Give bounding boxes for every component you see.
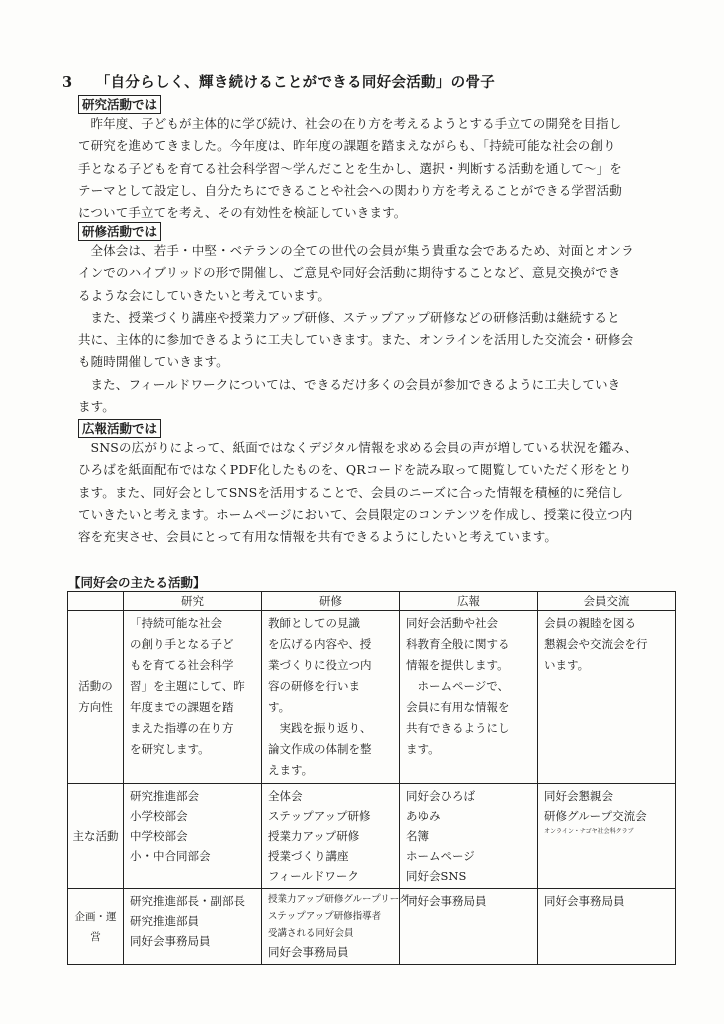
- activities-table: [67, 591, 676, 965]
- pr-line: ます。また、同好会としてSNSを活用することで、会員のニーズに合った情報を積極的に発信し: [78, 484, 624, 500]
- section-title: 「自分らしく、輝き続けることができる同好会活動」の骨子: [95, 74, 496, 91]
- header-cell: [68, 592, 124, 611]
- research-line: 手となる子どもを育てる社会科学習～学んだことを生かし、選択・判断する活動を通して～」を: [78, 160, 622, 176]
- training-line: 全体会は、若手・中堅・ベテランの全ての世代の会員が集う貴重な会であるため、対面とオンラ: [90, 243, 634, 258]
- table-row-main-activities: [68, 784, 676, 889]
- cell-text: 同好会活動や社会: [406, 616, 498, 630]
- cell-text: 同好会事務局員: [406, 894, 487, 908]
- cell-text: オンライン・ナゴヤ社会科クラブ: [544, 828, 634, 835]
- cell-text: あゆみ: [406, 809, 441, 823]
- research-line: 昨年度、子どもが主体的に学び続け、社会の在り方を考えるようとする手立ての開発を目指し: [90, 116, 622, 131]
- training-line: も随時開催していきます。: [78, 354, 229, 370]
- cell-text: を研究します。: [130, 742, 210, 756]
- cell-text: 同好会ひろば: [406, 789, 475, 803]
- header-cell: 研修: [262, 592, 400, 611]
- cell-text: 懇親会や交流会を行: [544, 637, 648, 651]
- plan-cell-pr: [400, 889, 538, 965]
- research-paragraph: [78, 113, 674, 224]
- cell-text: 実践を振り返り、: [268, 721, 372, 735]
- cell-text: 習」を主題にして、昨: [130, 679, 245, 693]
- research-line: て研究を進めてきました。今年度は、昨年度の課題を踏まえながらも、「持続可能な社会の創り: [78, 138, 616, 154]
- cell-text: 共有できるようにし: [406, 721, 510, 735]
- row-header-planning: 企画・運営: [68, 889, 124, 965]
- cell-text: 情報を提供します。: [406, 658, 509, 672]
- training-line: ます。: [78, 399, 115, 415]
- section-heading: [62, 71, 495, 92]
- main-cell-exchange: [538, 784, 676, 889]
- cell-text: す。: [268, 700, 291, 714]
- plan-cell-research: [124, 889, 262, 965]
- cell-text: 会員に有用な情報を: [406, 700, 510, 714]
- cell-text: 小学校部会: [130, 809, 188, 823]
- cell-text: 全体会: [268, 789, 303, 803]
- cell-text: 研究推進部会: [130, 789, 199, 803]
- cell-text: 業づくりに役立つ内: [268, 658, 372, 672]
- cell-text: 研究推進部員: [130, 914, 199, 928]
- cell-text: 授業づくり講座: [268, 849, 349, 863]
- direction-cell-research: [124, 611, 262, 784]
- pr-line: SNSの広がりによって、紙面ではなくデジタル情報を求める会員の声が増している状況を鑑み、: [90, 440, 638, 455]
- cell-text: 小・中合同部会: [130, 849, 211, 863]
- header-cell: 会員交流: [538, 592, 676, 611]
- cell-text: 「持続可能な社会: [130, 616, 222, 630]
- cell-text: 受講される同好会員: [268, 928, 354, 939]
- cell-text: 教師としての見識: [268, 616, 360, 630]
- plan-cell-training: [262, 889, 419, 965]
- cell-text: 同好会事務局員: [268, 945, 349, 959]
- section-number: 3: [62, 74, 73, 91]
- training-line: また、フィールドワークについては、できるだけ多くの会員が参加できるように工夫していき: [90, 376, 621, 392]
- cell-text: ステップアップ研修指導者: [268, 911, 382, 922]
- cell-text: います。: [544, 658, 590, 672]
- training-label: 研修活動では: [78, 222, 161, 241]
- training-line: るような会にしていきたいと考えています。: [78, 287, 331, 303]
- pr-line: 容を充実させ、会員にとって有用な情報を共有できるようにしたいと考えています。: [78, 529, 558, 545]
- direction-cell-exchange: [538, 611, 676, 784]
- main-cell-research: [124, 784, 262, 889]
- header-cell: 広報: [400, 592, 538, 611]
- pr-line: ていきたいと考えます。ホームページにおいて、会員限定のコンテンツを作成し、授業に役立つ内: [78, 506, 633, 522]
- main-cell-training: [262, 784, 400, 889]
- cell-text: 年度までの課題を踏: [130, 700, 234, 714]
- cell-text: 方向性: [78, 700, 113, 714]
- cell-text: 科教育全般に関する: [406, 637, 510, 651]
- cell-text: ステップアップ研修: [268, 809, 371, 823]
- cell-text: 研修グループ交流会: [544, 809, 647, 823]
- research-line: について手立てを考え、その有効性を検証していきます。: [78, 205, 407, 221]
- direction-cell-pr: [400, 611, 538, 784]
- cell-text: 授業力アップ研修グループリーダー: [268, 894, 419, 905]
- cell-text: 容の研修を行いま: [268, 679, 360, 693]
- direction-cell-training: [262, 611, 400, 784]
- cell-text: を広げる内容や、授: [268, 637, 372, 651]
- table-title: 【同好会の主たる活動】: [68, 575, 206, 590]
- cell-text: 同好会懇親会: [544, 789, 613, 803]
- pr-label: 広報活動では: [78, 419, 161, 438]
- cell-text: 同好会事務局員: [130, 934, 211, 948]
- training-line: インでのハイブリッドの形で開催し、ご意見や同好会活動に期待することなど、意見交換ができ: [78, 265, 621, 281]
- training-line: 共に、主体的に参加できるように工夫していきます。また、オンラインを活用した交流会・研修会: [78, 332, 634, 348]
- cell-text: 研究推進部長・副部長: [130, 894, 245, 908]
- plan-cell-exchange: [538, 889, 676, 965]
- table-row-direction: [68, 611, 676, 784]
- cell-text: フィールドワーク: [268, 869, 359, 883]
- cell-text: 同好会事務局員: [544, 894, 625, 908]
- table-row-planning: [68, 889, 676, 965]
- research-label: 研究活動では: [78, 95, 161, 114]
- main-cell-pr: [400, 784, 538, 889]
- cell-text: ます。: [406, 742, 440, 756]
- training-line: また、授業づくり講座や授業力アップ研修、ステップアップ研修などの研修活動は継続すると: [90, 309, 620, 325]
- cell-text: もを育てる社会科学: [130, 658, 234, 672]
- cell-text: まえた指導の在り方: [130, 721, 234, 735]
- pr-paragraph: [78, 437, 674, 548]
- row-header-direction: [68, 611, 124, 784]
- cell-text: 会員の親睦を図る: [544, 616, 636, 630]
- cell-text: 同好会SNS: [406, 869, 467, 883]
- cell-text: 名簿: [406, 829, 429, 843]
- cell-text: 授業力アップ研修: [268, 829, 360, 843]
- cell-text: 中学校部会: [130, 829, 188, 843]
- cell-text: 活動の: [78, 679, 113, 693]
- pr-line: ひろばを紙面配布ではなくPDF化したものを、QRコードを読み取って閲覧していただく形をとり: [78, 462, 632, 478]
- cell-text: 論文作成の体制を整: [268, 742, 372, 756]
- header-cell: 研究: [124, 592, 262, 611]
- training-paragraphs: [78, 240, 674, 418]
- cell-text: ホームページ: [406, 849, 475, 863]
- research-line: テーマとして設定し、自分たちにできることや社会への関わり方を考えることができる学習活動: [78, 182, 622, 198]
- row-header-main: 主な活動: [68, 784, 124, 889]
- cell-text: の創り手となる子ど: [130, 637, 234, 651]
- cell-text: ホームページで、: [406, 679, 510, 693]
- table-header-row: [68, 592, 676, 611]
- cell-text: えます。: [268, 763, 314, 777]
